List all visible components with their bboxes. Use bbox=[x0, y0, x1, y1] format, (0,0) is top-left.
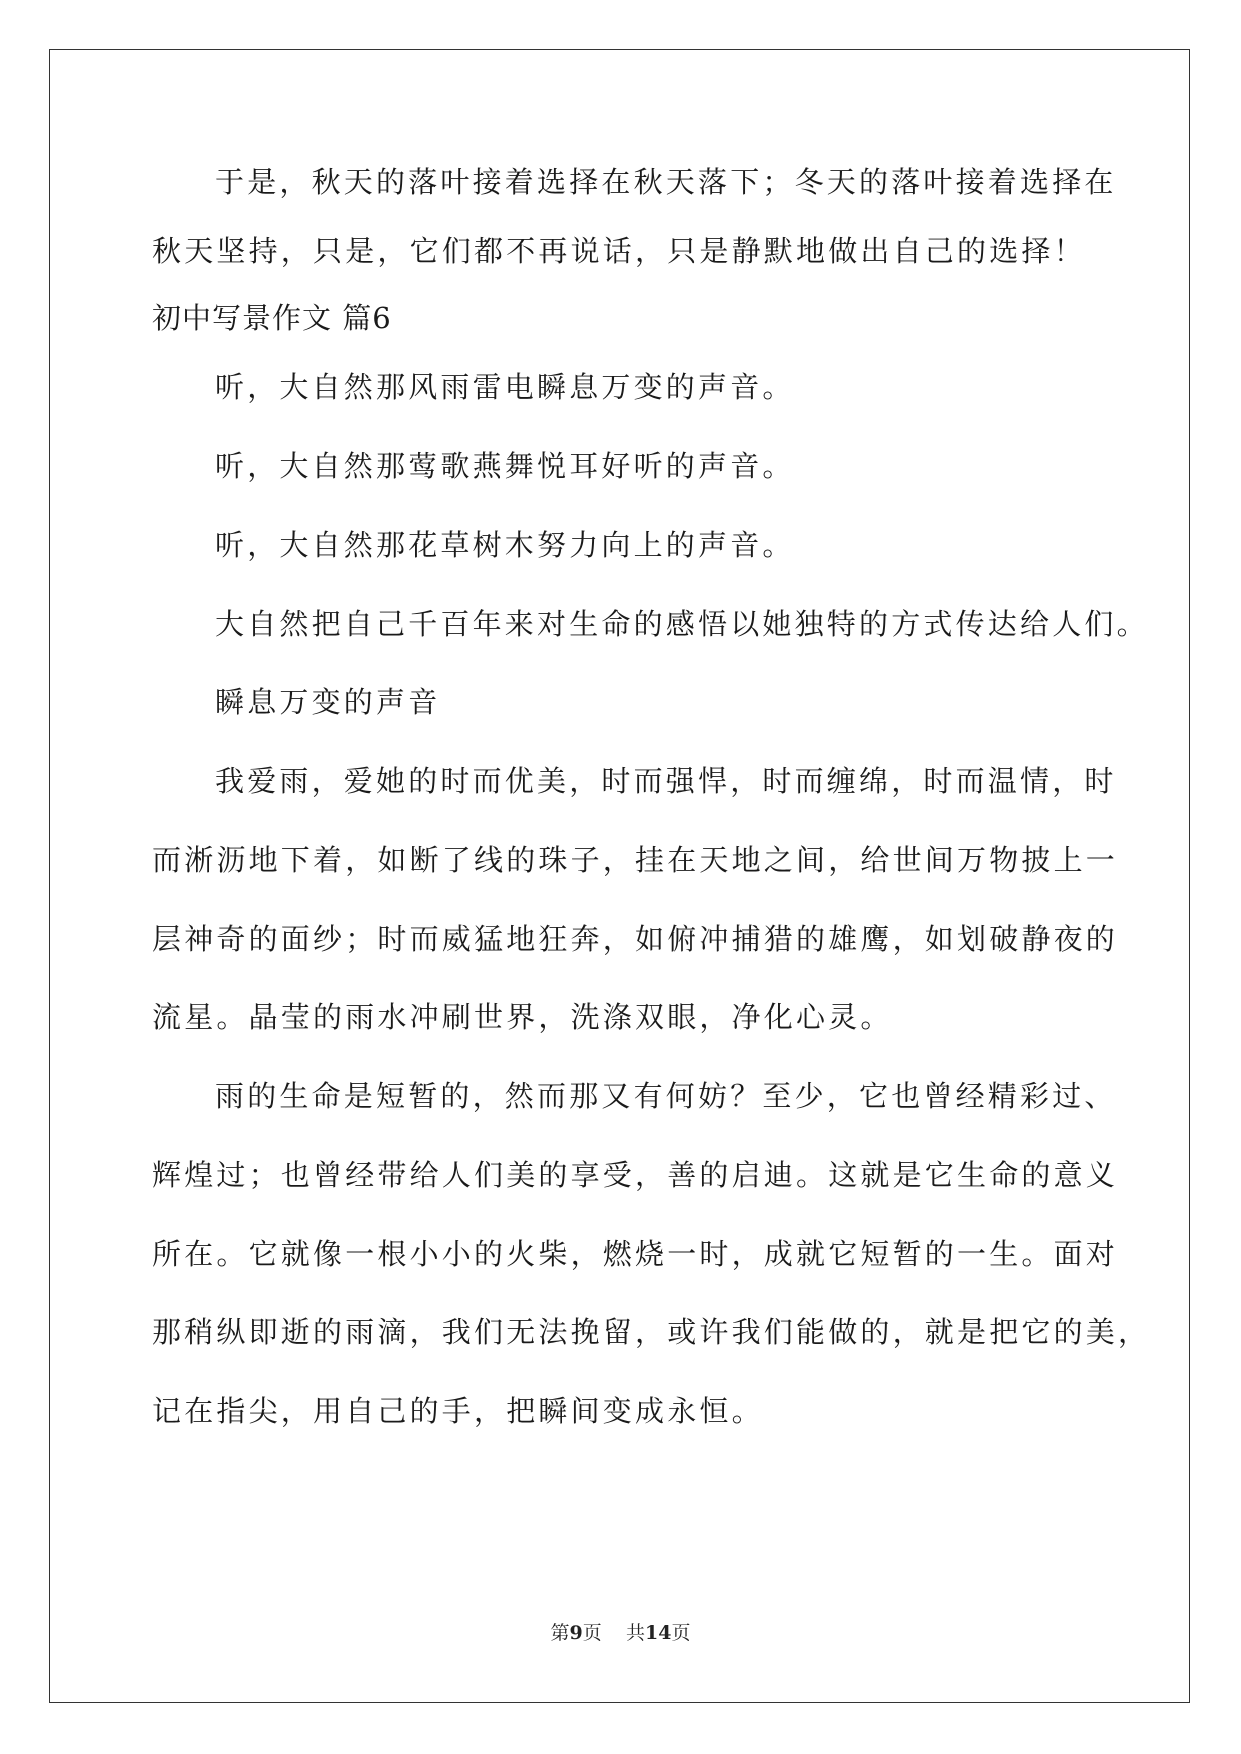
paragraph-line: 而淅沥地下着，如断了线的珠子，挂在天地之间，给世间万物披上一 bbox=[152, 843, 1119, 877]
section-heading: 初中写景作文 篇6 bbox=[152, 301, 392, 335]
paragraph-line: 层神奇的面纱；时而威猛地狂奔，如俯冲捕猎的雄鹰，如划破静夜的 bbox=[152, 922, 1119, 956]
paragraph-line: 大自然把自己千百年来对生命的感悟以她独特的方式传达给人们。 bbox=[215, 607, 1149, 641]
total-prefix: 共 bbox=[625, 1622, 645, 1644]
subheading: 瞬息万变的声音 bbox=[215, 685, 441, 719]
paragraph-line: 辉煌过；也曾经带给人们美的享受，善的启迪。这就是它生命的意义 bbox=[152, 1158, 1119, 1192]
paragraph-line: 听，大自然那花草树木努力向上的声音。 bbox=[215, 528, 795, 562]
page-current: 9 bbox=[569, 1622, 583, 1644]
paragraph-line: 我爱雨，爱她的时而优美，时而强悍，时而缠绵，时而温情，时 bbox=[215, 764, 1117, 798]
paragraph-line: 记在指尖，用自己的手，把瞬间变成永恒。 bbox=[152, 1394, 764, 1428]
paragraph-line: 于是，秋天的落叶接着选择在秋天落下；冬天的落叶接着选择在 bbox=[215, 165, 1117, 199]
paragraph-line: 雨的生命是短暂的，然而那又有何妨？至少，它也曾经精彩过、 bbox=[215, 1079, 1117, 1113]
paragraph-line: 听，大自然那莺歌燕舞悦耳好听的声音。 bbox=[215, 449, 795, 483]
paragraph-line: 流星。晶莹的雨水冲刷世界，洗涤双眼，净化心灵。 bbox=[152, 1000, 893, 1034]
page-footer bbox=[0, 1621, 1241, 1645]
paragraph-line: 所在。它就像一根小小的火柴，燃烧一时，成就它短暂的一生。面对 bbox=[152, 1237, 1119, 1271]
page-total: 14 bbox=[644, 1622, 672, 1644]
paragraph-line: 听，大自然那风雨雷电瞬息万变的声音。 bbox=[215, 370, 795, 404]
page-prefix: 第 bbox=[550, 1622, 570, 1644]
total-unit: 页 bbox=[671, 1622, 691, 1644]
page-unit: 页 bbox=[582, 1622, 602, 1644]
paragraph-line: 秋天坚持，只是，它们都不再说话，只是静默地做出自己的选择！ bbox=[152, 234, 1086, 268]
paragraph-line: 那稍纵即逝的雨滴，我们无法挽留，或许我们能做的，就是把它的美， bbox=[152, 1315, 1151, 1349]
